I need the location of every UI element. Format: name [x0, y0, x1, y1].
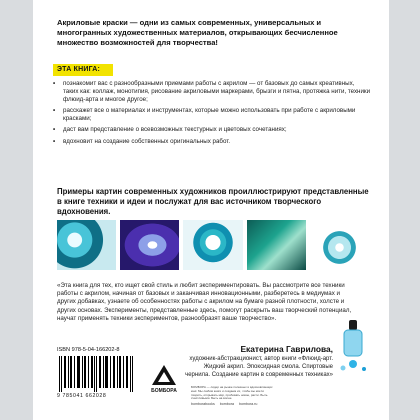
publisher-legal-text: БОМБОРА — лидер на рынке полезных и вдохновляющих книг. Мы любим книги и создаем их, чтобы вы могли творить, открывать мир, пробовать новое, расти. Быть счастливыми. Быть на волне.: [191, 385, 273, 401]
section-heading: ЭТА КНИГА:: [57, 66, 101, 73]
bullet-dot: •: [53, 80, 56, 87]
social-links: [191, 402, 257, 406]
artwork-thumbnails: [57, 220, 369, 270]
bullet-dot: •: [53, 126, 56, 134]
artwork-image: [183, 220, 242, 270]
bullet-dot: •: [53, 107, 56, 115]
social-handle: bomborabooks: [191, 402, 215, 406]
bullet-item: [53, 80, 371, 104]
barcode-image: [57, 356, 135, 392]
intro-text: Акриловые краски — одни из самых современных, универсальных и многогранных художественных материалов, открывающих бесчисленное множество возможностей для творчества!: [57, 18, 338, 47]
social-handle: bombora.ru: [238, 402, 258, 406]
bullet-text: расскажет все о материалах и инструментах, которые можно использовать при работе с акриловыми красками;: [63, 107, 356, 123]
publisher-logo-icon: [151, 364, 177, 386]
artwork-image: [57, 220, 116, 270]
bullet-item: [53, 107, 371, 123]
bullet-dot: •: [53, 137, 56, 145]
bullet-item: [53, 126, 371, 134]
bullet-list: [53, 80, 371, 149]
author-quote: «Эта книга для тех, кто ищет свой стиль и любит экспериментировать. Вы рассмотрите все техники работы с акрилом, начиная от базовых и заканчивая инновационными, разберетесь в медиумах и других добавках, узнаете об особенностях работы с акрилом на бумаге разной плотности, холсте и других основах. Эксперименты, представленные здесь, помогут раскрыть ваш творческий потенциал, научат применять техники экспериментов, разнообразят ваше творчество».: [57, 282, 352, 322]
artwork-image: [310, 220, 369, 270]
author-description: художник-абстракционист, автор книги «Флюид-арт. Жидкий акрил. Эпоксидная смола. Спиртовые чернила. Создание картин в современных техниках»: [185, 356, 333, 378]
artwork-image: [120, 220, 179, 270]
author-name: Екатерина Гаврилова,: [240, 344, 333, 354]
isbn-number: ISBN 978-5-04-166202-8: [57, 347, 120, 353]
artwork-image: [247, 220, 306, 270]
examples-heading: Примеры картин современных художников проиллюстрируют представленные в книге техники и идеи и послужат для вас источником творческого вдохновения.: [57, 187, 369, 216]
barcode-digits: 9 785041 662028: [57, 393, 107, 399]
bullet-text: вдохновит на создание собственных оригинальных работ.: [63, 137, 231, 145]
book-back-cover: [33, 0, 389, 420]
bullet-text: даст вам представление о всевозможных текстурных и цветовых сочетаниях;: [63, 126, 287, 134]
paint-bottle-illustration: [333, 318, 373, 374]
bullet-text: познакомит вас с разнообразными приемами работы с акрилом — от базовых до самых креативных, таких как: коллаж, монотипия, рисование акриловыми маркерами, брызги и пятна, протяжка нити, техники флюид-арта и многое другое;: [63, 80, 371, 104]
bullet-item: [53, 138, 371, 146]
publisher-name: БОМБОРА: [151, 388, 177, 394]
social-handle: bombora: [219, 402, 234, 406]
